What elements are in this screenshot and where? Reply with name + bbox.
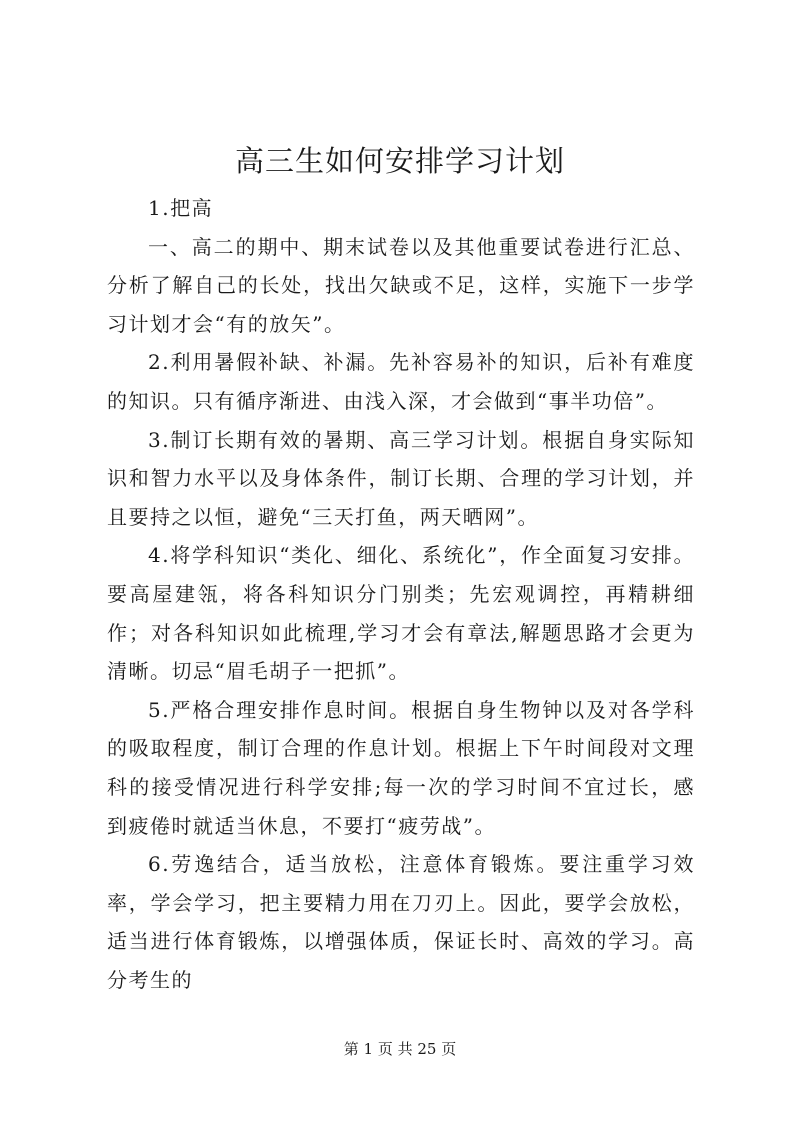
paragraph: 5.严格合理安排作息时间。根据自身生物钟以及对各学科的吸取程度，制订合理的作息计划。根据上下午时间段对文理科的接受情况进行科学安排;每一次的学习时间不宜过长，感到疲倦时就适当休息，不要打“疲劳战”。 [107,697,695,838]
page-number-footer: 第 1 页 共 25 页 [343,1040,457,1058]
paragraph: 4.将学科知识“类化、细化、系统化”，作全面复习安排。要高屋建瓴，将各科知识分门别类；先宏观调控，再精耕细作；对各科知识如此梳理,学习才会有章法,解题思路才会更为清晰。切忌“眉毛胡子一把抓”。 [107,543,695,684]
paragraph: 6.劳逸结合，适当放松，注意体育锻炼。要注重学习效率，学会学习，把主要精力用在刀刃上。因此，要学会放松，适当进行体育锻炼，以增强体质，保证长时、高效的学习。高分考生的 [107,852,695,992]
paragraph: 1.把高 [148,196,214,220]
paragraph: 一、高二的期中、期末试卷以及其他重要试卷进行汇总、分析了解自己的长处，找出欠缺或不足，这样，实施下一步学习计划才会“有的放矢”。 [107,234,695,336]
document-body [107,189,695,999]
paragraph: 2.利用暑假补缺、补漏。先补容易补的知识，后补有难度的知识。只有循序渐进、由浅入深，才会做到“事半功倍”。 [107,350,695,413]
document-title: 高三生如何安排学习计划 [234,144,565,178]
paragraph: 3.制订长期有效的暑期、高三学习计划。根据自身实际知识和智力水平以及身体条件，制订长期、合理的学习计划，并且要持之以恒，避免“三天打鱼，两天晒网”。 [107,427,695,529]
